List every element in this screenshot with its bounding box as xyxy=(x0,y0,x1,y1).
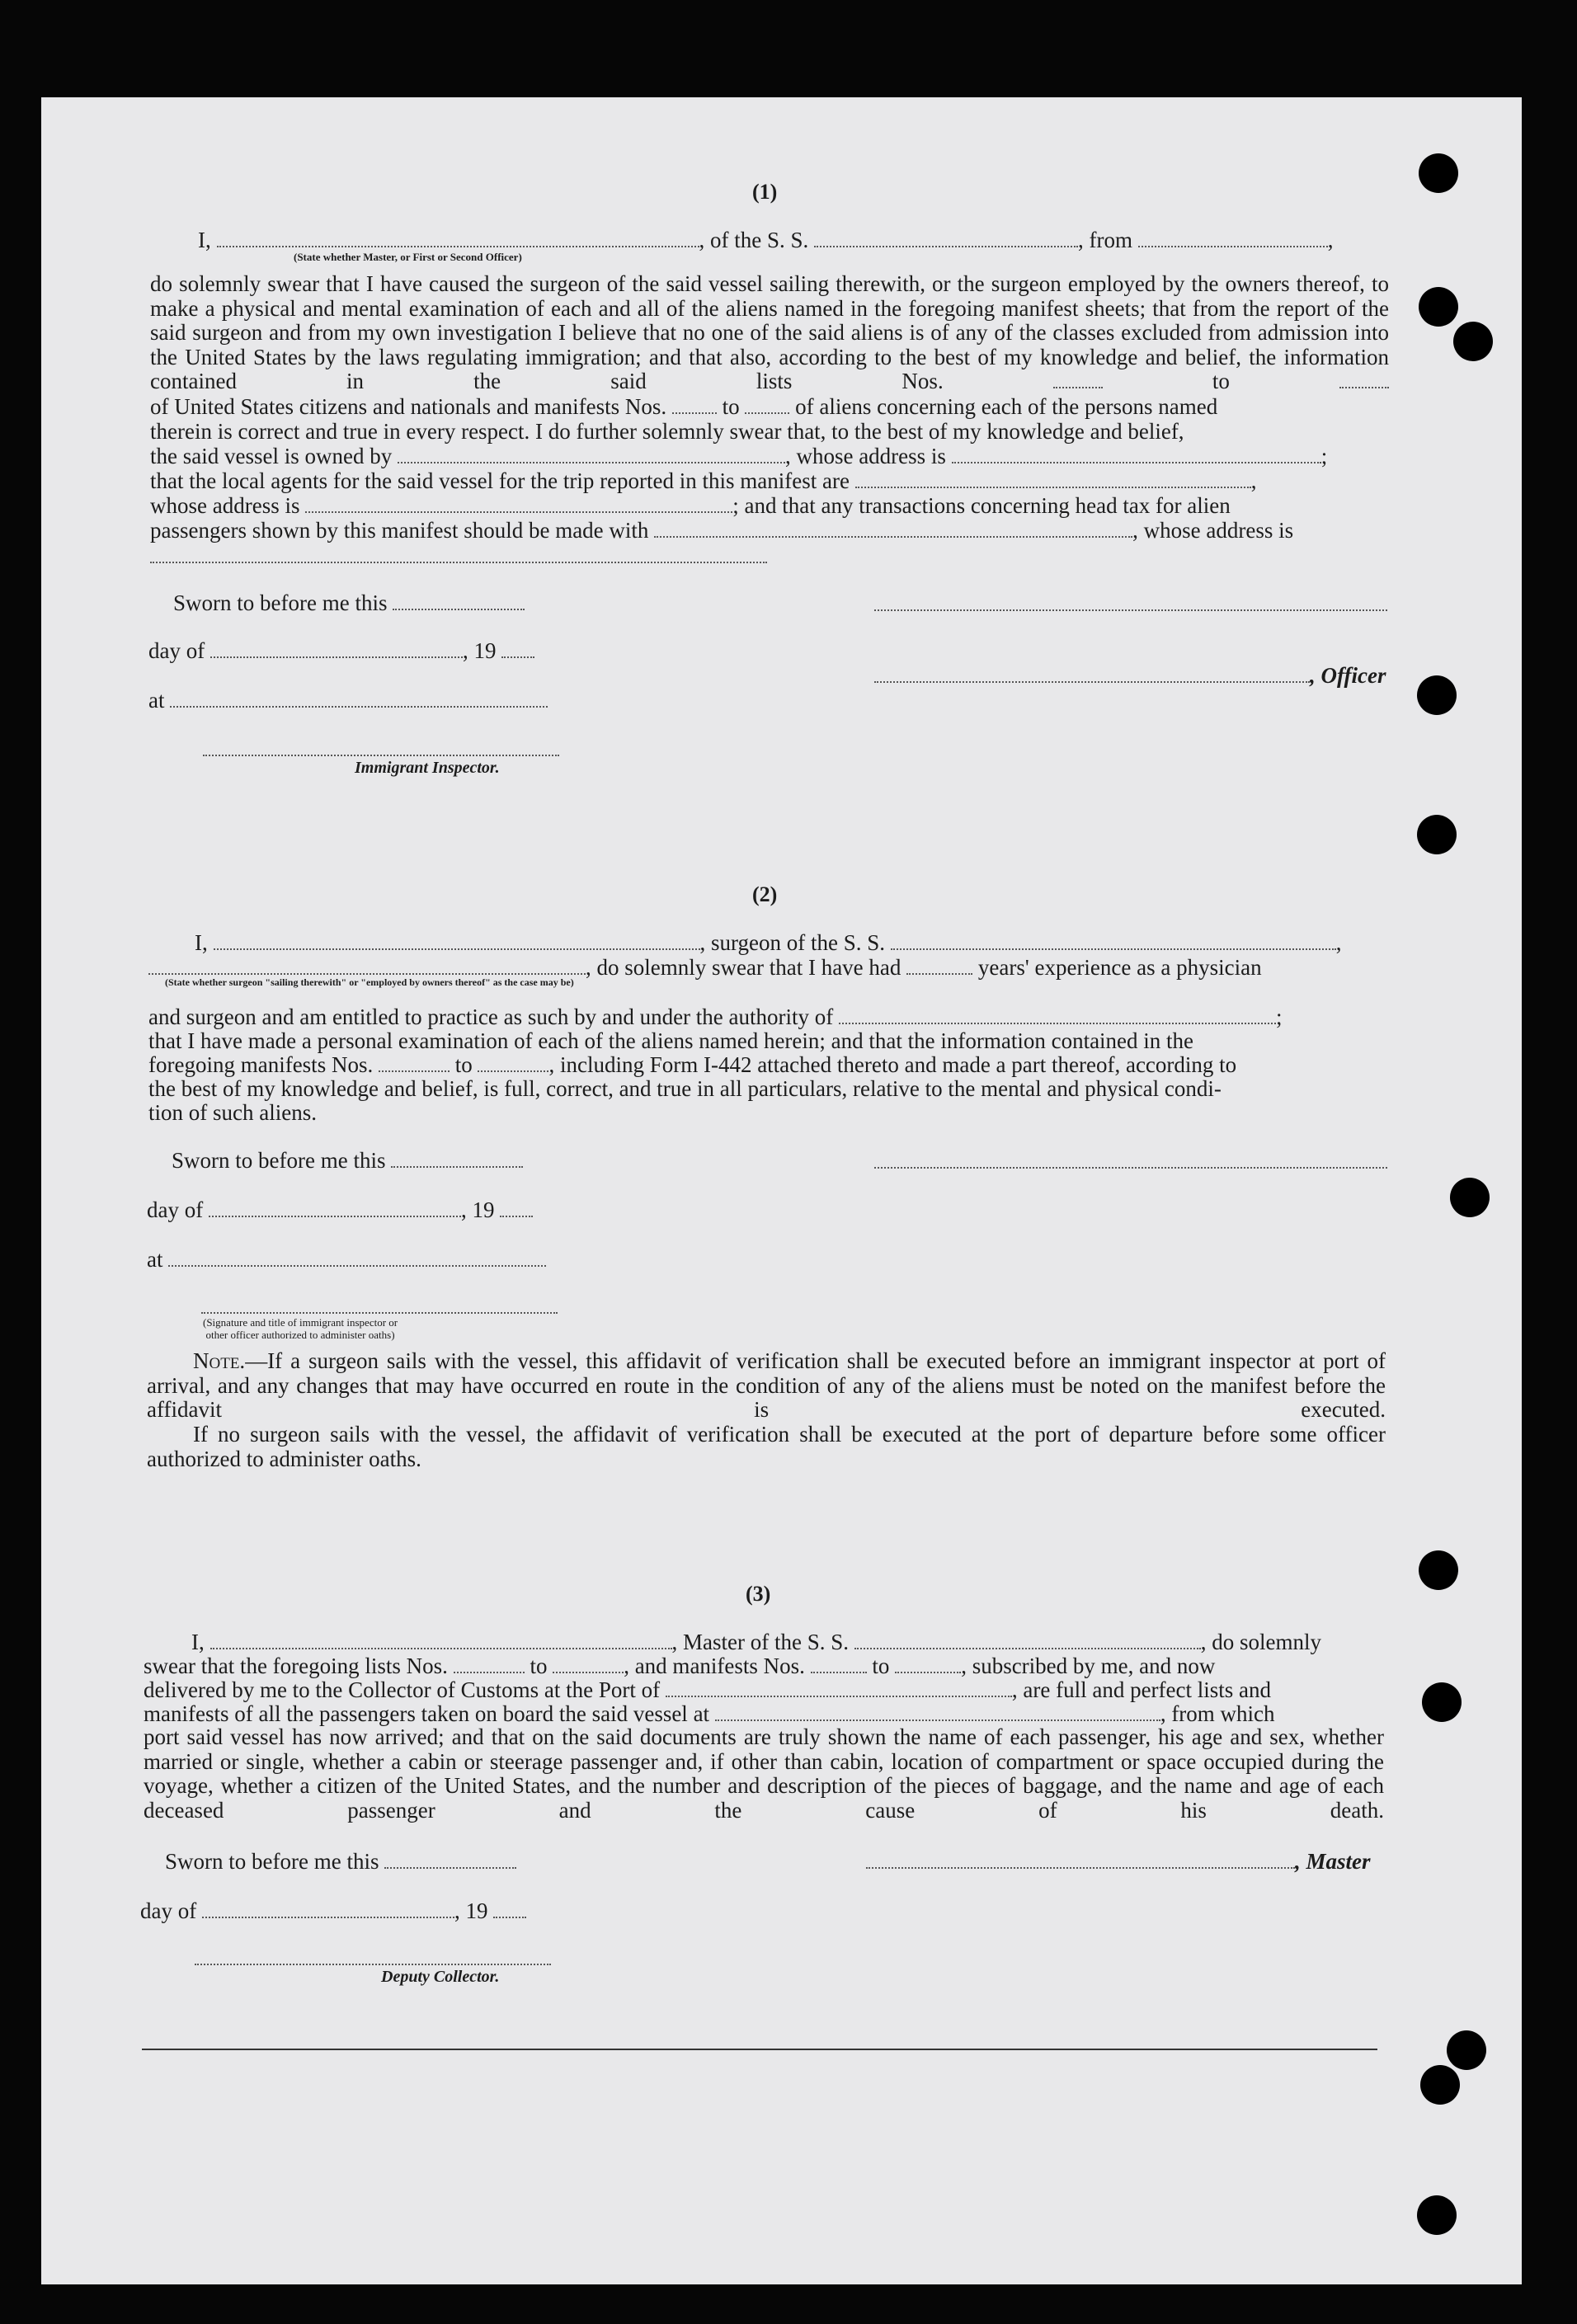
text: ; xyxy=(1276,1004,1283,1029)
text: delivered by me to the Collector of Customs at the Port of xyxy=(144,1677,661,1702)
head-tax-line xyxy=(150,518,1293,543)
text: to xyxy=(872,1654,890,1678)
punch-hole xyxy=(1419,1550,1458,1590)
paragraph-text: do solemnly swear that I have caused the surgeon of the said vessel sailing therewith, or the surgeon employed by the owners thereof, to make a physical and mental examination of each and all of the aliens named in the foregoing manifest sheets; that from the report of the said surgeon and from my own investigation I believe that no one of the said aliens is of any of the classes excluded from admission into the United States by the laws regulating immigration; and that also, according to the best of my knowledge and belief, the information contained in the said lists Nos. xyxy=(150,271,1389,394)
text: , xyxy=(1250,468,1257,493)
section-number: (3) xyxy=(746,1582,771,1606)
officer-line xyxy=(198,228,1334,252)
collector-signature-blank xyxy=(195,1963,551,1965)
port-line xyxy=(144,1677,1271,1702)
note-paragraph xyxy=(147,1423,1386,1471)
text: foregoing manifests Nos. xyxy=(148,1052,374,1077)
text: I, xyxy=(195,930,208,955)
sworn-line xyxy=(173,590,525,615)
oath-paragraph xyxy=(150,272,1389,394)
text: that the local agents for the said vessel for the trip reported in this manifest are xyxy=(150,468,850,493)
boarding-line xyxy=(144,1701,1275,1726)
signature-note xyxy=(203,1316,398,1341)
text: day of xyxy=(140,1898,197,1923)
text: , from which xyxy=(1160,1701,1275,1726)
day-line xyxy=(140,1898,526,1923)
text: I, xyxy=(198,228,211,252)
text: , 19 xyxy=(462,638,497,663)
authority-line xyxy=(148,1004,1283,1029)
paragraph-text: If no surgeon sails with the vessel, the affidavit of verification shall be executed at the port of departure before some officer authorized to administer oaths. xyxy=(147,1422,1386,1471)
inspector-signature-blank xyxy=(201,1311,558,1314)
text: swear that the foregoing lists Nos. xyxy=(144,1654,448,1678)
at-line xyxy=(147,1247,546,1272)
surgeon-note: (State whether surgeon "sailing therewith" or "employed by owners thereof" as the case may be) xyxy=(165,976,574,988)
text: , Officer xyxy=(1310,663,1386,688)
note-paragraph xyxy=(147,1349,1386,1423)
text: whose address is xyxy=(150,493,300,518)
deputy-caption: Deputy Collector. xyxy=(381,1968,500,1986)
punch-hole xyxy=(1453,322,1493,361)
manifests-line xyxy=(148,1052,1236,1077)
passenger-paragraph xyxy=(144,1725,1384,1823)
text: and surgeon and am entitled to practice as such by and under the authority of xyxy=(148,1004,834,1029)
text: passengers shown by this manifest should be made with xyxy=(150,518,649,543)
text: to xyxy=(454,1052,473,1077)
owner-line xyxy=(150,444,1327,468)
punch-hole xyxy=(1450,1178,1490,1217)
text: , Master xyxy=(1295,1849,1371,1874)
sworn-line xyxy=(165,1849,516,1874)
sworn-line xyxy=(172,1148,523,1173)
punch-hole xyxy=(1417,2195,1457,2235)
officer-signature xyxy=(874,663,1386,688)
text: other officer authorized to administer oaths) xyxy=(205,1329,395,1341)
text: years' experience as a physician xyxy=(977,955,1262,980)
paragraph-text: —If a surgeon sails with the vessel, this affidavit of verification shall be executed before an immigrant inspector at port of arrival, and any changes that may have occurred en route in the condition of any of the aliens must be noted on the manifest before the affidavit is executed. xyxy=(147,1348,1386,1423)
signature-blank xyxy=(874,609,1387,611)
punch-hole xyxy=(1419,153,1458,193)
text: , are full and perfect lists and xyxy=(1011,1677,1272,1702)
text: , whose address is xyxy=(1132,518,1294,543)
text: , and manifests Nos. xyxy=(624,1654,805,1678)
text: , Master of the S. S. xyxy=(671,1630,849,1654)
punch-hole xyxy=(1422,1682,1462,1722)
text: manifests of all the passengers taken on board the said vessel at xyxy=(144,1701,710,1726)
section-number: (1) xyxy=(752,180,778,204)
text: to xyxy=(722,394,740,419)
day-line xyxy=(148,638,534,663)
text: (Signature and title of immigrant inspector or xyxy=(203,1316,398,1329)
text-line: that I have made a personal examination of each of the aliens named herein; and that the information contained in the xyxy=(148,1028,1194,1053)
text-line: the best of my knowledge and belief, is full, correct, and true in all particulars, relative to the mental and physical condi- xyxy=(148,1076,1222,1101)
text: , do solemnly swear that I have had xyxy=(586,955,901,980)
text: the said vessel is owned by xyxy=(150,444,393,468)
text: at xyxy=(147,1247,163,1272)
agents-line xyxy=(150,468,1256,493)
text: Sworn to before me this xyxy=(172,1148,386,1173)
master-signature xyxy=(866,1849,1371,1874)
punch-hole xyxy=(1447,2030,1486,2070)
master-line xyxy=(191,1630,1321,1654)
address-line xyxy=(150,493,1231,518)
day-line xyxy=(147,1197,533,1222)
text: , 19 xyxy=(454,1898,488,1923)
text-line: therein is correct and true in every respect. I do further solemnly swear that, to the best of my knowledge and belief, xyxy=(150,419,1184,444)
text: , surgeon of the S. S. xyxy=(699,930,886,955)
text: to xyxy=(1212,369,1230,394)
text: Sworn to before me this xyxy=(165,1849,379,1874)
text: , of the S. S. xyxy=(699,228,809,252)
punch-hole xyxy=(1420,2065,1460,2105)
surgeon-signature-blank xyxy=(874,1166,1387,1169)
text: , from xyxy=(1078,228,1132,252)
lists-line xyxy=(144,1654,1215,1678)
text: ; and that any transactions concerning head tax for alien xyxy=(732,493,1231,518)
text: of United States citizens and nationals and manifests Nos. xyxy=(150,394,667,419)
text: , whose address is xyxy=(784,444,946,468)
bottom-rule xyxy=(142,2049,1377,2050)
text: of aliens concerning each of the persons named xyxy=(795,394,1218,419)
text: ; xyxy=(1320,444,1328,468)
manifest-line xyxy=(150,394,1217,419)
address-blank xyxy=(150,561,767,563)
text: Sworn to before me this xyxy=(173,590,388,615)
text-line: tion of such aliens. xyxy=(148,1100,317,1125)
text: , subscribed by me, and now xyxy=(961,1654,1216,1678)
surgeon-line xyxy=(195,930,1342,955)
text: at xyxy=(148,688,165,713)
text: , xyxy=(1335,930,1342,955)
text: , do solemnly xyxy=(1200,1630,1321,1654)
punch-hole xyxy=(1419,287,1458,327)
punch-hole xyxy=(1417,675,1457,715)
at-line xyxy=(148,688,548,713)
text: , xyxy=(1327,228,1334,252)
officer-note: (State whether Master, or First or Second Officer) xyxy=(294,251,522,263)
note-label: Note. xyxy=(193,1348,246,1373)
text: day of xyxy=(148,638,205,663)
text: day of xyxy=(147,1197,204,1222)
paragraph-text: port said vessel has now arrived; and that on the said documents are truly shown the name of each passenger, his age and sex, whether married or single, whether a cabin or steerage passenger and, if other than cabin, location of compartment or space occupied during the voyage, whether a citizen of the United States, and the number and description of the pieces of baggage, and the name and age of each deceased passenger and the cause of his death. xyxy=(144,1724,1384,1823)
inspector-caption: Immigrant Inspector. xyxy=(355,759,500,777)
text: to xyxy=(530,1654,548,1678)
text: , including Form I-442 attached thereto and made a part thereof, according to xyxy=(548,1052,1237,1077)
punch-hole xyxy=(1417,815,1457,854)
text: I, xyxy=(191,1630,205,1654)
text: , 19 xyxy=(460,1197,495,1222)
inspector-signature-blank xyxy=(203,754,559,756)
section-number: (2) xyxy=(752,882,778,906)
